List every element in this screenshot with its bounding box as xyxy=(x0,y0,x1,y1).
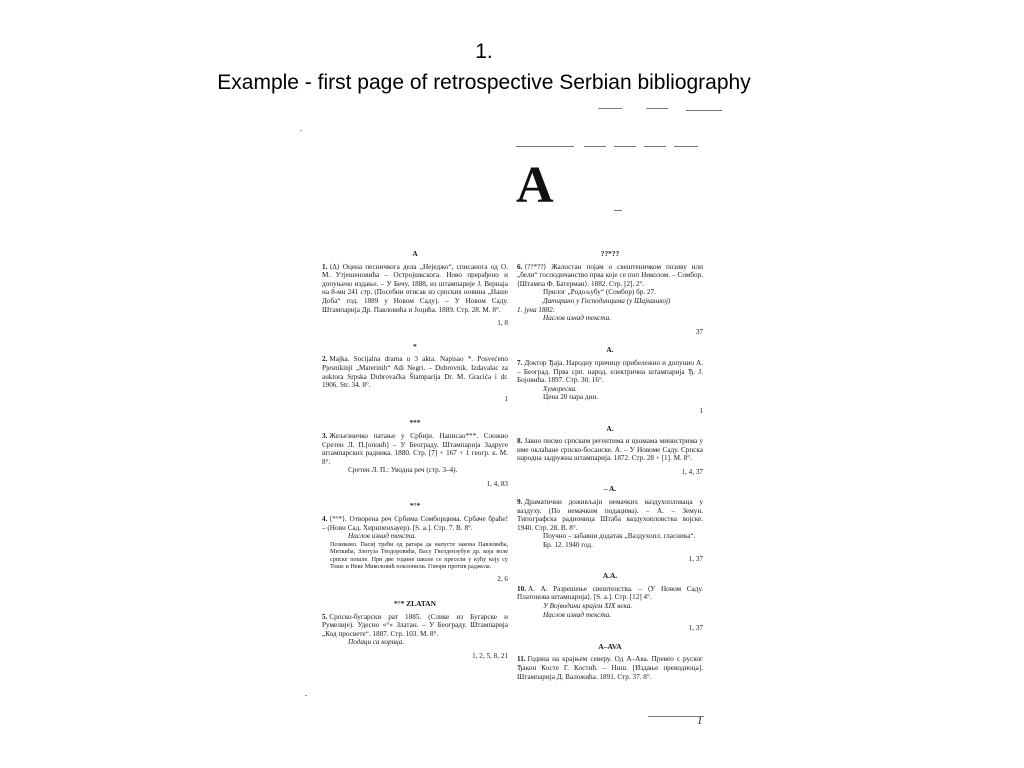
bibliography-entry xyxy=(517,485,703,563)
entry-references: 1, 4, 83 xyxy=(486,479,508,488)
entry-text: Српско-бугарски рат 1885. (Слике из Бугарске и Румелије). Удесно «°» Златан. – У Београду. Штампарија „Код просвете“. 1887. Стр. 103. М. 8°. xyxy=(322,612,508,638)
entry-number: 3. xyxy=(322,431,328,440)
bibliography-entry xyxy=(322,419,508,488)
entry-note: Хумореска. xyxy=(543,384,577,393)
entry-heading: A. xyxy=(606,423,614,433)
scan-speck xyxy=(305,695,307,696)
slide-heading: Example - first page of retrospective Serbian bibliography xyxy=(217,71,751,94)
entry-number: 1. xyxy=(322,262,328,271)
entry-number: 2. xyxy=(322,355,328,364)
entry-references: 1 xyxy=(699,406,703,415)
entry-body xyxy=(322,263,508,315)
entry-heading: *** xyxy=(409,418,421,428)
scan-rule xyxy=(674,146,698,147)
entry-text: Доктор Ђаја. Народну причицу прибележио и допунио А. – Београд. Прва срп. народ. електрична штампарија Ђ. Ј. Бојовића. 1897. Стр. 30. 16°. xyxy=(517,358,703,385)
entry-heading: *°* ZLATAN xyxy=(394,599,436,609)
entry-text: Жељезничко патање у Србији. Написао***. Сложио Сретен Л. П.[опоић] – У Београду. Штампарија Задруге штампарских радника. 1880. Стр. [7] + 167 + 1 геогр. к. М. 8°. xyxy=(322,431,508,466)
entry-number: 8. xyxy=(517,437,523,446)
entry-body xyxy=(322,515,508,532)
entry-note: 1. јуна 1882. xyxy=(517,305,555,314)
entry-note: Наслов изнад текста. xyxy=(348,532,417,541)
scan-rule xyxy=(686,110,722,111)
slide-number: 1. xyxy=(475,40,493,63)
scan-rule xyxy=(648,716,704,717)
entry-references: 1, 37 xyxy=(688,624,703,633)
entry-text: ⟨*°*⟩. Отворена реч Србима Сомборцима. Србаче браће! – (Нови Сад. Хирипенхауер). [S. a.]. Стр. 7. В. 8°. xyxy=(322,515,508,532)
entry-body xyxy=(517,437,703,463)
entry-heading: ??*?? xyxy=(600,249,620,258)
entry-number: 4. xyxy=(322,515,328,524)
entry-number: 5. xyxy=(322,612,328,621)
entry-body xyxy=(517,359,703,385)
entry-body xyxy=(517,498,703,532)
entry-note: Наслов изнад текста. xyxy=(543,610,612,619)
entry-number: 9. xyxy=(517,498,523,507)
scan-rule xyxy=(614,146,636,147)
entry-text: Majka. Socijalna drama u 3 akta. Napisao *. Posvećeno Pjesnikinji „Materinih“ Adi Negri. – Dubrovnik. Izdavalac za auktora Srpska Dubrovačka Štamparija Dr. M. Gracića i dr. 1906. Str. 34. 8°. xyxy=(322,355,508,390)
bibliography-entry xyxy=(322,600,508,661)
scan-speck xyxy=(300,130,302,131)
entry-annotation: Позивамо. Пасиј трећи од ратара да напусте закона Павловића, Миткића, Злотуза Теодоровића, Васу Гвоздензубуи др. која воле српске пошле. При две годинe школе се пресели у кућу коју су Тоше и Неке Миколовић поклонили. Говори против раджела. xyxy=(330,540,508,571)
entry-text: ⟨??*??⟩ Жалостан појам о свештеничком позиву или „бели“ господичанство прва које се поп Николом. – Сомбор. ⟨Штампа Ф. Батерман⟩. 1882. Стр. [2]. 2°. xyxy=(517,262,703,288)
entry-note: У Војводини крајем XIX века. xyxy=(543,602,633,610)
entry-heading: *°* xyxy=(409,501,421,511)
section-letter: A xyxy=(516,157,554,214)
entry-number: 6. xyxy=(517,262,523,271)
entry-heading: * xyxy=(413,341,417,351)
bibliography-column-left xyxy=(322,250,508,661)
entry-note: Подаци са корица. xyxy=(348,638,405,647)
entry-body xyxy=(517,585,703,602)
bibliography-entry xyxy=(322,502,508,584)
bibliography-entry xyxy=(517,572,703,633)
slide-title xyxy=(0,36,968,98)
entry-references: 1, 2, 5, 8, 21 xyxy=(472,652,508,661)
entry-text: ⟨Δ⟩ Оцена песничкога дела „Неједжо“, списанога од О. М. Утјешеновића – Остројшкскога. Ново прерађено и допуњено издање. – У Бечу, 1888, из штампарије Ј. Вернаја на 8-ми 241 стр. (Посебни отисак из српских новина „Наше Доба“ год. 1889 у Новом Саду). – У Новом Саду. Штампарија Др. Павловића и Јоцића. 1889. Стр. 28. М. 8°. xyxy=(322,262,508,314)
entry-heading: A. xyxy=(606,345,614,355)
entry-references: 2, 6 xyxy=(497,575,508,584)
bibliography-entry xyxy=(322,250,508,328)
entry-heading: A–AVA xyxy=(598,641,622,651)
entry-heading: A xyxy=(412,249,418,258)
entry-number: 7. xyxy=(517,358,523,367)
entry-text: А. А. Разрешење свештенства. – ⟨У Новом Саду. Платонова штампарија⟩. [S. a.]. Стр. [12] 4°. xyxy=(517,584,703,602)
entry-note: Сретен Л. П.: Уводна реч (стр. 3–4). xyxy=(348,466,458,475)
entry-number: 10. xyxy=(517,584,526,593)
bibliography-column-right xyxy=(517,250,703,681)
scan-rule xyxy=(614,210,622,211)
scan-rule xyxy=(584,146,606,147)
entry-heading: – A. xyxy=(603,484,617,494)
entry-references: 1, 37 xyxy=(688,554,703,563)
entry-references: 1 xyxy=(504,394,508,403)
entry-body xyxy=(322,432,508,466)
bibliography-entry xyxy=(517,346,703,415)
bibliography-entry xyxy=(517,250,703,336)
bibliography-entry xyxy=(517,425,703,477)
scan-rule xyxy=(646,108,668,109)
entry-references: 37 xyxy=(695,327,703,336)
entry-body xyxy=(517,263,703,289)
bibliography-entry xyxy=(322,343,508,404)
entry-number: 11. xyxy=(517,655,526,664)
entry-body xyxy=(322,355,508,389)
entry-text: Драматични доживљаји немачких ваздухопловаца у ваздуху. (По немачким подацима). – А. – Земун. Типографска радионица Штаба ваздухопловства војске. 1940. Стр. 28. В. 8°. xyxy=(517,498,703,532)
scan-rule xyxy=(644,146,666,147)
entry-note: Поучно – забавни додатак „Ваздухопл. гласника“. Бр. 12. 1940 год. xyxy=(543,532,696,550)
entry-text: Година на крајњем северу. Од А–Ава. Превео с руског Ђакон Косте Г. Костић. – Ниш. [Издање преводиоца]. Штампарија Д. Валожића. 1891. Стр. 37. 8°. xyxy=(517,655,703,681)
entry-text: Јавно писмо српским регентима и цхомама министрима у име оклаћане српско-босанске. А. – У Новоме Саду. Српска народна задружна штампарија. 1872. Стр. 28 + [1]. М. 8°. xyxy=(517,437,703,463)
entry-note: Прилог „Родољубу“ (Сомбор) бр. 27. xyxy=(543,288,656,297)
bibliography-entry xyxy=(517,643,703,681)
entry-body xyxy=(517,655,703,681)
entry-note: Цена 20 пара дин. xyxy=(543,393,598,402)
entry-note: Датирано у Господинцима (у Шајкашкој) xyxy=(543,296,671,305)
entry-references: 1, 4, 37 xyxy=(681,467,703,476)
entry-heading: A.A. xyxy=(602,571,618,581)
scan-rule xyxy=(516,146,574,147)
page-number: 1 xyxy=(697,715,703,727)
entry-note: Наслов изнад текста. xyxy=(543,314,612,323)
entry-body xyxy=(322,613,508,639)
scan-rule xyxy=(598,108,622,109)
entry-references: 1, 8 xyxy=(497,319,508,328)
